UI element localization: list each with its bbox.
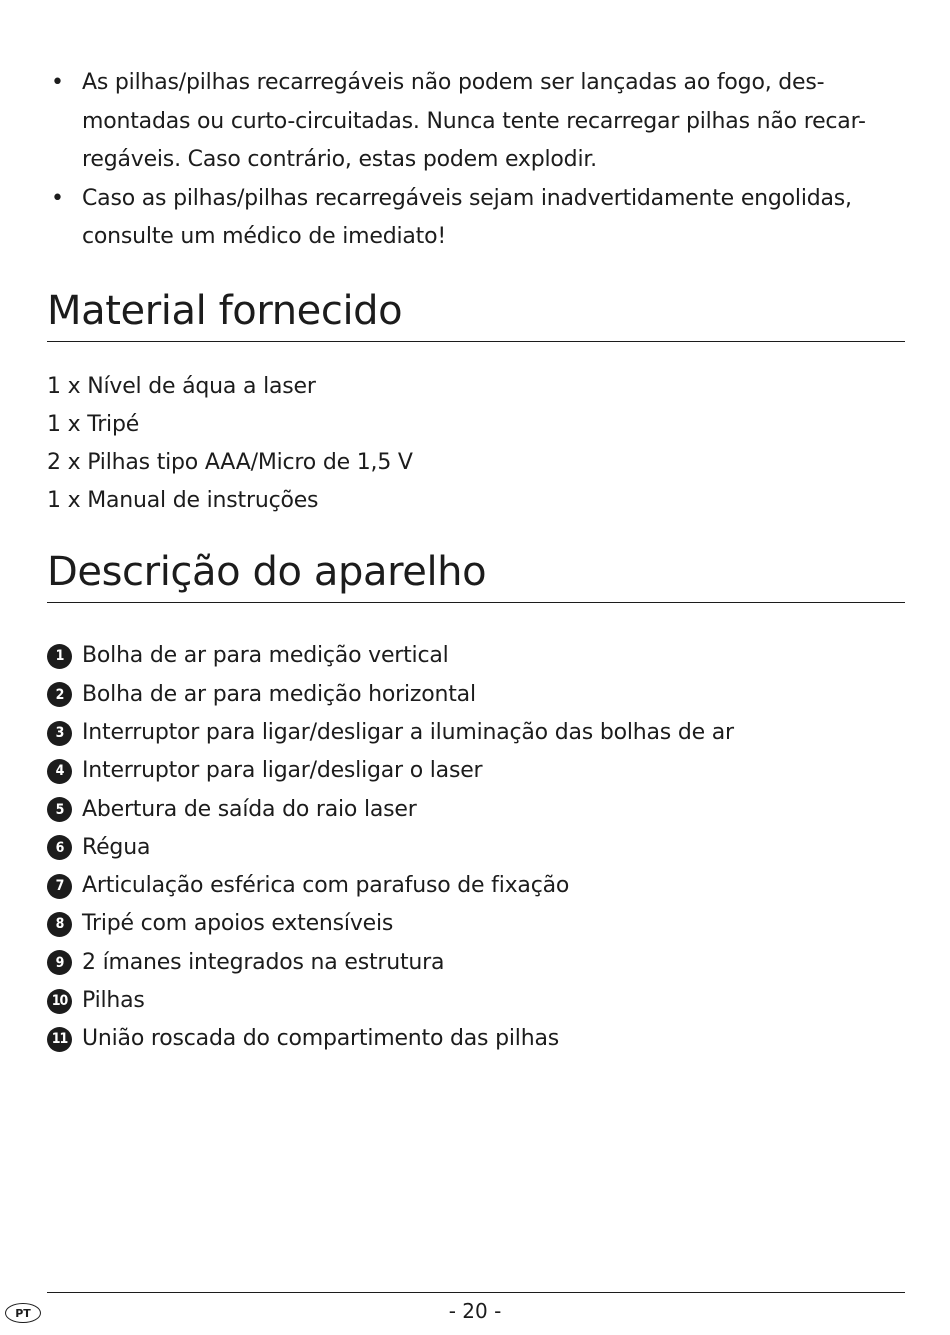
part-number-badge: 8 bbox=[47, 912, 72, 937]
part-number-badge: 10 bbox=[47, 989, 72, 1014]
warning-line: Caso as pilhas/pilhas recarregáveis sejam inadvertidamente engolidas, bbox=[82, 185, 852, 211]
part-label: Abertura de saída do raio laser bbox=[82, 796, 417, 822]
part-item bbox=[47, 752, 905, 790]
warning-item bbox=[47, 64, 905, 180]
part-item bbox=[47, 905, 905, 943]
page-number: - 20 - bbox=[448, 1299, 502, 1323]
material-list bbox=[47, 368, 905, 521]
part-label: União roscada do compartimento das pilhas bbox=[82, 1026, 559, 1052]
part-label: Interruptor para ligar/desligar o laser bbox=[82, 758, 483, 784]
part-number-badge: 5 bbox=[47, 797, 72, 822]
part-label: Régua bbox=[82, 834, 151, 860]
warning-line: montadas ou curto-circuitadas. Nunca tente recarregar pilhas não recar- bbox=[82, 108, 866, 134]
parts-list bbox=[47, 637, 905, 1058]
part-label: Pilhas bbox=[82, 987, 145, 1013]
footer-divider bbox=[47, 1292, 905, 1293]
part-number-badge: 6 bbox=[47, 835, 72, 860]
part-item bbox=[47, 944, 905, 982]
warning-item bbox=[47, 180, 905, 257]
part-item bbox=[47, 982, 905, 1020]
part-label: Articulação esférica com parafuso de fixação bbox=[82, 873, 570, 899]
part-item bbox=[47, 676, 905, 714]
page-content bbox=[47, 64, 905, 1059]
part-label: Bolha de ar para medição vertical bbox=[82, 643, 449, 669]
section-heading-description: Descrição do aparelho bbox=[47, 552, 905, 603]
warning-line: As pilhas/pilhas recarregáveis não podem ser lançadas ao fogo, des- bbox=[82, 70, 825, 95]
part-number-badge: 1 bbox=[47, 644, 72, 669]
part-number-badge: 11 bbox=[47, 1027, 72, 1052]
bullet-icon: • bbox=[51, 185, 64, 211]
part-item bbox=[47, 637, 905, 675]
warning-line: regáveis. Caso contrário, estas podem explodir. bbox=[82, 147, 597, 172]
part-item bbox=[47, 867, 905, 905]
material-item: 2 x Pilhas tipo AAA/Micro de 1,5 V bbox=[47, 449, 413, 475]
part-number-badge: 9 bbox=[47, 950, 72, 975]
part-number-badge: 4 bbox=[47, 759, 72, 784]
part-label: Bolha de ar para medição horizontal bbox=[82, 681, 476, 707]
warning-line: consulte um médico de imediato! bbox=[82, 224, 446, 249]
part-item bbox=[47, 791, 905, 829]
material-item: 1 x Manual de instruções bbox=[47, 488, 319, 514]
material-item: 1 x Nível de áqua a laser bbox=[47, 373, 316, 399]
part-item bbox=[47, 714, 905, 752]
part-label: 2 ímanes integrados na estrutura bbox=[82, 949, 445, 975]
part-number-badge: 2 bbox=[47, 682, 72, 707]
bullet-icon: • bbox=[51, 70, 64, 95]
section-heading-material: Material fornecido bbox=[47, 291, 905, 342]
part-label: Interruptor para ligar/desligar a iluminação das bolhas de ar bbox=[82, 719, 734, 745]
language-badge: PT bbox=[5, 1303, 41, 1323]
part-item bbox=[47, 829, 905, 867]
part-label: Tripé com apoios extensíveis bbox=[82, 911, 394, 937]
part-item bbox=[47, 1020, 905, 1058]
part-number-badge: 3 bbox=[47, 721, 72, 746]
material-item: 1 x Tripé bbox=[47, 411, 140, 437]
warning-list bbox=[47, 64, 905, 257]
part-number-badge: 7 bbox=[47, 874, 72, 899]
